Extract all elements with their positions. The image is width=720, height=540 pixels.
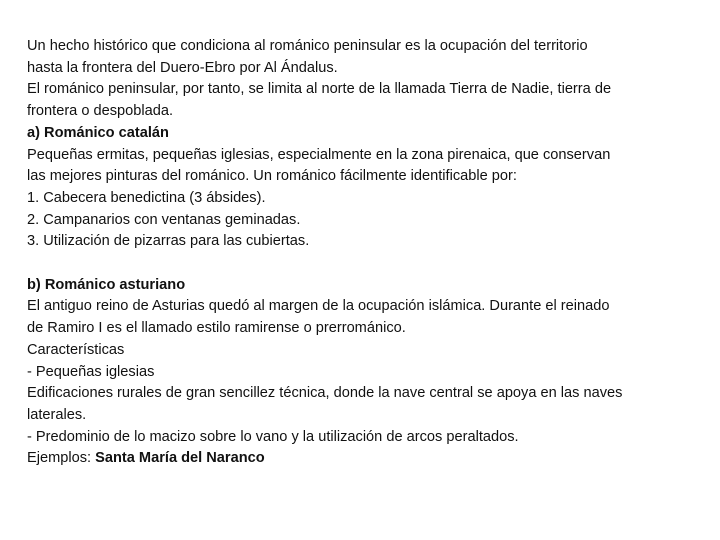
section-b-line: - Pequeñas iglesias (27, 363, 155, 380)
list-item: 3. Utilización de pizarras para las cubiertas. (27, 233, 310, 250)
section-a-line: Pequeñas ermitas, pequeñas iglesias, especialmente en la zona pirenaica, que conservan (27, 146, 611, 163)
section-b-line: laterales. (27, 406, 87, 423)
list-item: 1. Cabecera benedictina (3 ábsides). (27, 189, 266, 206)
examples-value: Santa María del Naranco (95, 450, 265, 467)
section-a-heading: a) Románico catalán (27, 124, 169, 141)
section-b-line: El antiguo reino de Asturias quedó al margen de la ocupación islámica. Durante el reinado (27, 298, 610, 315)
section-b-heading: b) Románico asturiano (27, 276, 186, 293)
intro-line: El románico peninsular, por tanto, se limita al norte de la llamada Tierra de Nadie, tierra de (27, 81, 612, 98)
section-b-line: - Predominio de lo macizo sobre lo vano y la utilización de arcos peraltados. (27, 428, 519, 445)
section-b-line: de Ramiro I es el llamado estilo ramirense o prerrománico. (27, 320, 406, 337)
section-b-line: Características (27, 341, 125, 358)
intro-line: frontera o despoblada. (27, 103, 174, 120)
intro-line: Un hecho histórico que condiciona al románico peninsular es la ocupación del territorio (27, 38, 588, 54)
document-body (27, 36, 697, 470)
list-item: 2. Campanarios con ventanas geminadas. (27, 211, 301, 228)
section-b-line: Edificaciones rurales de gran sencillez técnica, donde la nave central se apoya en las naves (27, 385, 623, 402)
paragraph-gap (27, 253, 697, 275)
intro-line: hasta la frontera del Duero-Ebro por Al Ándalus. (27, 59, 338, 76)
examples-line (27, 448, 697, 470)
examples-label: Ejemplos: (27, 450, 96, 467)
section-a-line: las mejores pinturas del románico. Un románico fácilmente identificable por: (27, 168, 517, 185)
